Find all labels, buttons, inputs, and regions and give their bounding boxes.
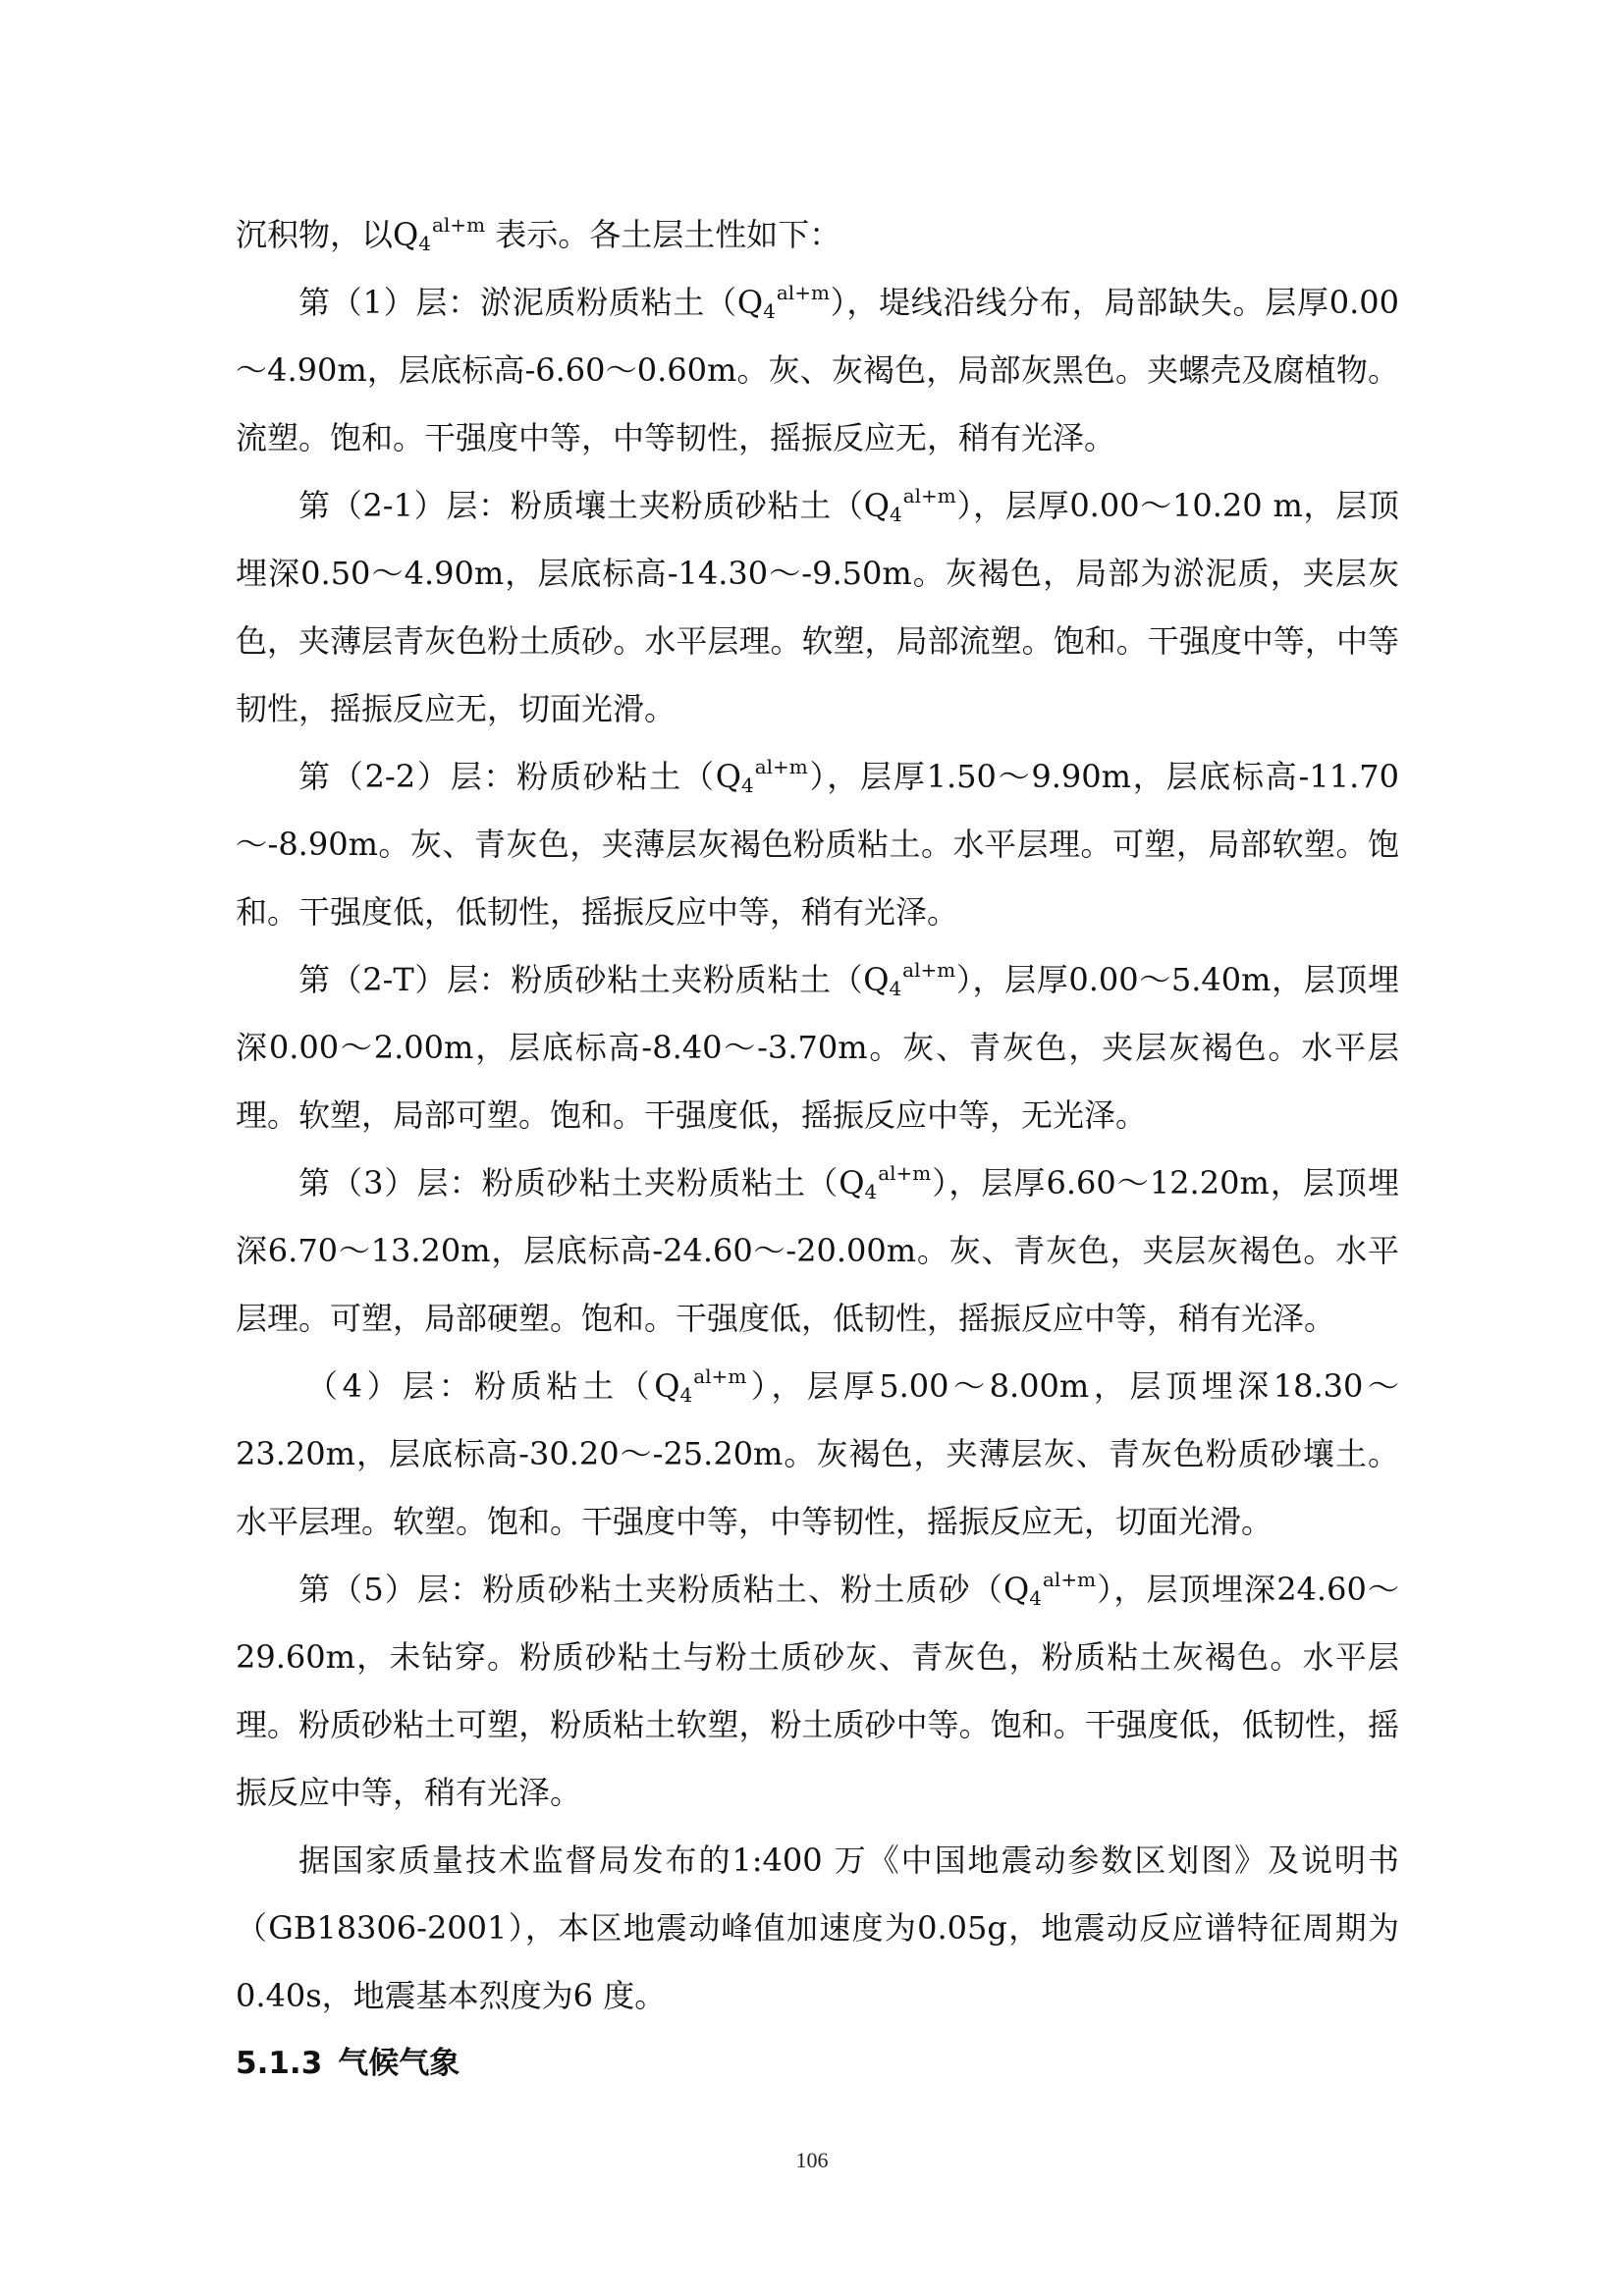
superscript: al+m bbox=[431, 213, 486, 237]
page-content bbox=[236, 201, 1399, 2098]
text-segment: ），层厚5.00～8.00m，层顶埋深18.30～23.20m，层底标高-30.20～-25.20m。灰褐色，夹薄层灰、青灰色粉质砂壤土。水平层理。软塑。饱和。干强度中等，中等韧性，摇振反应无，切面光滑。 bbox=[236, 1367, 1399, 1540]
section-number: 5.1.3 bbox=[236, 2046, 323, 2081]
subscript: 4 bbox=[889, 503, 902, 526]
superscript: al+m bbox=[1043, 1568, 1097, 1591]
text-segment: ），层顶埋深24.60～29.60m，未钻穿。粉质砂粘土与粉土质砂灰、青灰色，粉质粘土灰褐色。水平层理。粉质砂粘土可塑，粉质粘土软塑，粉土质砂中等。饱和。干强度低，低韧性，摇振反应中等，稍有光泽。 bbox=[236, 1571, 1399, 1811]
text-segment: 第（2-2）层：粉质砂粘土（Q bbox=[298, 758, 741, 795]
subscript: 4 bbox=[864, 1180, 878, 1203]
text-segment: （4）层：粉质粘土（Q bbox=[306, 1367, 680, 1405]
page-number: 106 bbox=[795, 2148, 829, 2172]
paragraph-layer-3 bbox=[236, 1149, 1399, 1353]
text-segment: 表示。各土层土性如下： bbox=[485, 216, 841, 253]
text-segment: ），层厚1.50～9.90m，层底标高-11.70～-8.90m。灰、青灰色，夹薄层灰褐色粉质粘土。水平层理。可塑，局部软塑。饱和。干强度低，低韧性，摇振反应中等，稍有光泽。 bbox=[236, 758, 1399, 931]
superscript: al+m bbox=[902, 958, 956, 982]
paragraph-layer-2-1 bbox=[236, 472, 1399, 743]
text-segment: 第（1）层：淤泥质粉质粘土（Q bbox=[298, 284, 764, 321]
text-segment: 第（5）层：粉质砂粘土夹粉质粘土、粉土质砂（Q bbox=[298, 1571, 1030, 1608]
subscript: 4 bbox=[418, 232, 431, 255]
superscript: al+m bbox=[776, 281, 830, 304]
section-heading bbox=[236, 2030, 1399, 2098]
subscript: 4 bbox=[889, 977, 902, 1000]
superscript: al+m bbox=[693, 1364, 747, 1388]
text-segment: 沉积物，以Q bbox=[236, 216, 419, 253]
text-segment: 第（2-1）层：粉质壤土夹粉质砂粘土（Q bbox=[298, 487, 890, 524]
text-segment: ），堤线沿线分布，局部缺失。层厚0.00～4.90m，层底标高-6.60～0.60m。灰、灰褐色，局部灰黑色。夹螺壳及腐植物。流塑。饱和。干强度中等，中等韧性，摇振反应无，稍有光泽。 bbox=[236, 284, 1399, 456]
paragraph-layer-1 bbox=[236, 269, 1399, 472]
text-segment: ），层厚0.00～5.40m，层顶埋深0.00～2.00m，层底标高-8.40～-3.70m。灰、青灰色，夹层灰褐色。水平层理。软塑，局部可塑。饱和。干强度低，摇振反应中等，无光泽。 bbox=[236, 961, 1399, 1134]
superscript: al+m bbox=[754, 755, 808, 778]
subscript: 4 bbox=[740, 774, 754, 797]
paragraph-layer-5 bbox=[236, 1556, 1399, 1827]
paragraph-intro bbox=[236, 201, 1399, 269]
text-segment: 第（2-T）层：粉质砂粘土夹粉质粘土（Q bbox=[298, 961, 890, 998]
text-segment: ），层厚6.60～12.20m，层顶埋深6.70～13.20m，层底标高-24.60～-20.00m。灰、青灰色，夹层灰褐色。水平层理。可塑，局部硬塑。饱和。干强度低，低韧性，摇振反应中等，稍有光泽。 bbox=[236, 1164, 1399, 1337]
text-segment: 第（3）层：粉质砂粘土夹粉质粘土（Q bbox=[298, 1164, 865, 1201]
text-segment: ），层厚0.00～10.20 m，层顶埋深0.50～4.90m，层底标高-14.30～-9.50m。灰褐色，局部为淤泥质，夹层灰色，夹薄层青灰色粉土质砂。水平层理。软塑，局部流塑。饱和。干强度中等，中等韧性，摇振反应无，切面光滑。 bbox=[236, 487, 1399, 727]
paragraph-layer-2-t bbox=[236, 946, 1399, 1149]
paragraph-layer-2-2 bbox=[236, 743, 1399, 946]
paragraph-layer-4 bbox=[236, 1353, 1399, 1556]
subscript: 4 bbox=[763, 299, 776, 323]
subscript: 4 bbox=[1029, 1586, 1042, 1610]
section-title: 气候气象 bbox=[338, 2046, 460, 2081]
superscript: al+m bbox=[878, 1161, 932, 1185]
text-segment: 据国家质量技术监督局发布的1:400 万《中国地震动参数区划图》及说明书（GB18306-2001），本区地震动峰值加速度为0.05g，地震动反应谱特征周期为0.40s，地震基本烈度为6 度。 bbox=[236, 1842, 1399, 2014]
subscript: 4 bbox=[679, 1383, 693, 1407]
paragraph-seismic bbox=[236, 1827, 1399, 2030]
superscript: al+m bbox=[902, 484, 956, 507]
